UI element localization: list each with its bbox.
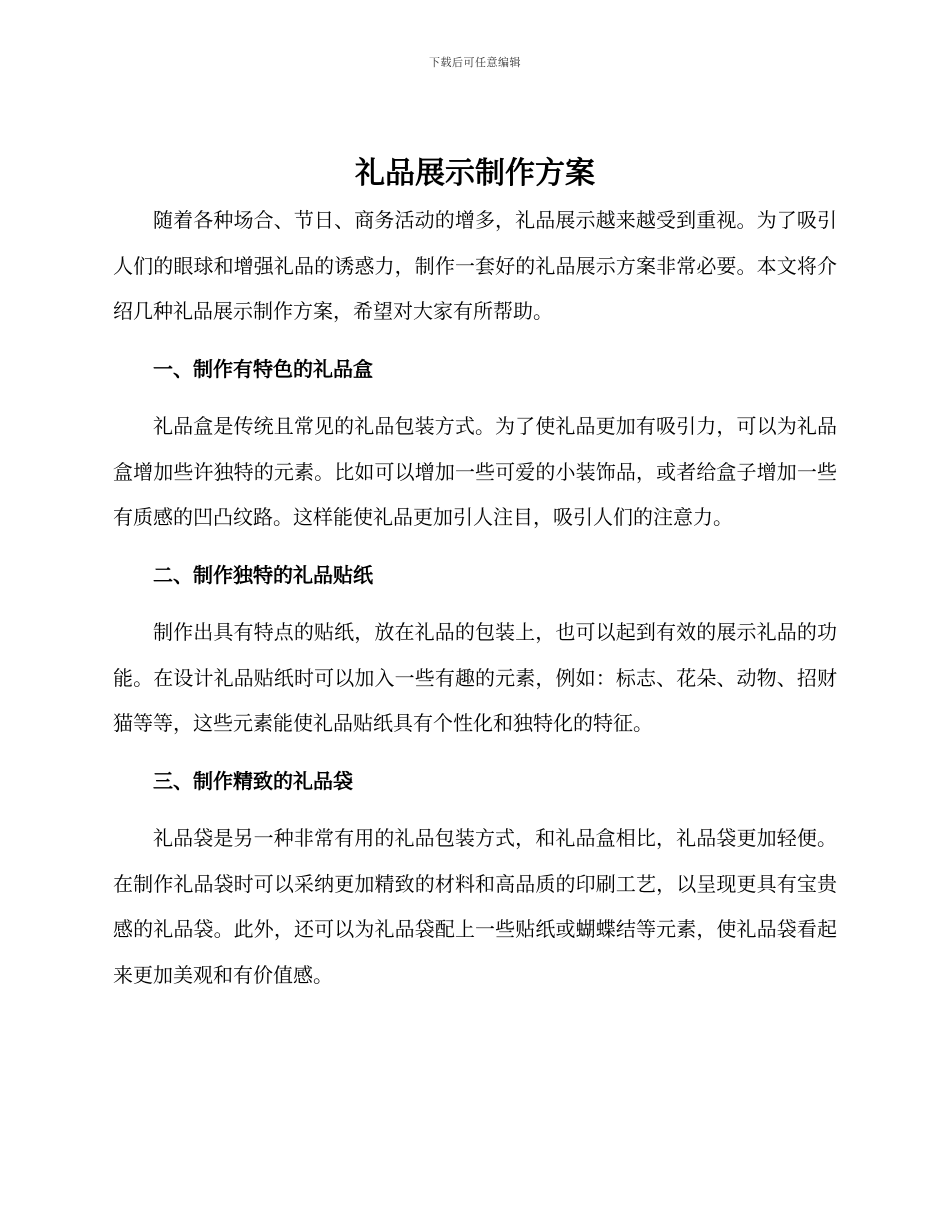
section-spacer bbox=[113, 335, 837, 347]
section-body-gift-box: 礼品盒是传统且常见的礼品包装方式。为了使礼品更加有吸引力，可以为礼品盒增加些许独特的元素。比如可以增加一些可爱的小装饰品，或者给盒子增加一些有质感的凹凸纹路。这样能使礼品更加引人注目，吸引人们的注意力。 bbox=[113, 414, 837, 529]
page-header-note: 下载后可任意编辑 bbox=[429, 56, 521, 69]
intro-paragraph: 随着各种场合、节日、商务活动的增多，礼品展示越来越受到重视。为了吸引人们的眼球和增强礼品的诱惑力，制作一套好的礼品展示方案非常必要。本文将介绍几种礼品展示制作方案，希望对大家有所帮助。 bbox=[113, 208, 837, 323]
section-spacer bbox=[113, 541, 837, 553]
section-spacer bbox=[113, 392, 837, 404]
section-heading-gift-bag: 三、制作精致的礼品袋 bbox=[153, 768, 353, 793]
section-spacer bbox=[113, 598, 837, 610]
document-body bbox=[113, 150, 837, 998]
section-spacer bbox=[113, 747, 837, 759]
section-body-gift-bag: 礼品袋是另一种非常有用的礼品包装方式，和礼品盒相比，礼品袋更加轻便。在制作礼品袋时可以采纳更加精致的材料和高品质的印刷工艺，以呈现更具有宝贵感的礼品袋。此外，还可以为礼品袋配上一些贴纸或蝴蝶结等元素，使礼品袋看起来更加美观和有价值感。 bbox=[113, 826, 837, 987]
document-title: 礼品展示制作方案 bbox=[355, 156, 595, 191]
section-body-gift-sticker: 制作出具有特点的贴纸，放在礼品的包装上，也可以起到有效的展示礼品的功能。在设计礼品贴纸时可以加入一些有趣的元素，例如：标志、花朵、动物、招财猫等等，这些元素能使礼品贴纸具有个性化和独特化的特征。 bbox=[113, 620, 837, 735]
section-heading-gift-box: 一、制作有特色的礼品盒 bbox=[153, 356, 373, 381]
section-spacer bbox=[113, 804, 837, 816]
section-heading-gift-sticker: 二、制作独特的礼品贴纸 bbox=[153, 562, 373, 587]
